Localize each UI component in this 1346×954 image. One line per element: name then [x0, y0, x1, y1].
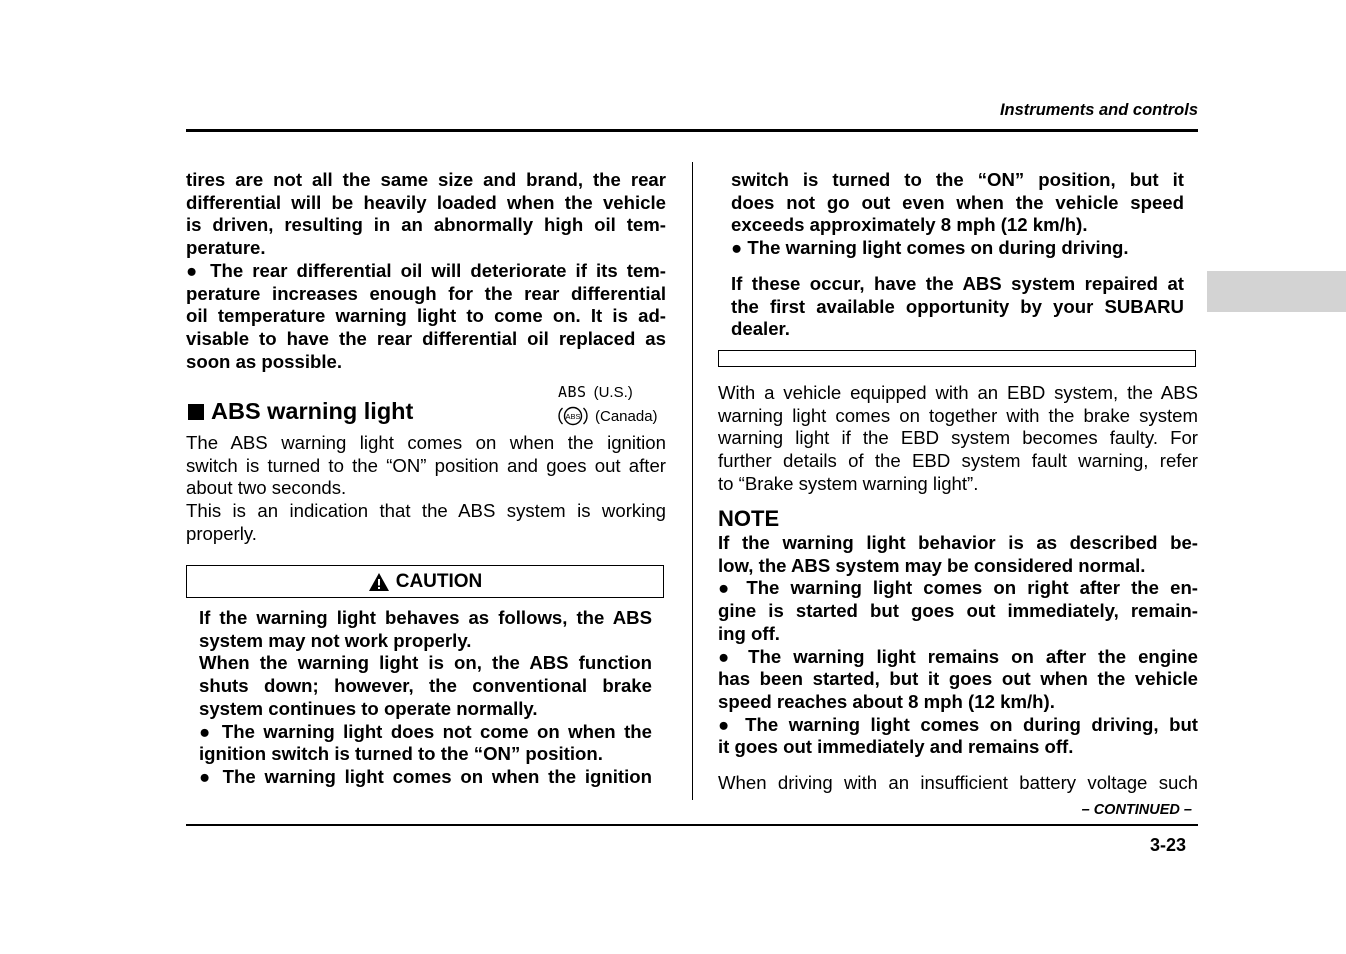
bullet-line: ● The rear differential oil will deteriorate if its tem-	[186, 259, 666, 281]
bottom-rule	[186, 824, 1198, 826]
text-line: does not go out even when the vehicle speed	[731, 191, 1184, 213]
text-line: it goes out immediately and remains off.	[718, 736, 1074, 758]
bullet-line: ● The warning light does not come on when the	[199, 720, 652, 742]
text-line: visable to have the rear differential oil replaced as	[186, 327, 666, 349]
left-top-text	[186, 169, 666, 373]
text-line: perature.	[186, 237, 266, 259]
bullet-line: ● The warning light comes on during driving.	[731, 237, 1129, 259]
text-line: is driven, resulting in an abnormally high oil tem-	[186, 214, 666, 236]
text-line: ing off.	[718, 622, 780, 644]
text-line: If these occur, have the ABS system repaired at	[731, 272, 1184, 294]
text-line: gine is started but goes out immediately, remain-	[718, 600, 1198, 622]
top-rule	[186, 129, 1198, 132]
note-heading: NOTE	[718, 506, 780, 531]
abs-circle-icon	[557, 404, 589, 428]
text-line: further details of the EBD system fault warning, refer	[718, 450, 1198, 472]
heading-text: ABS warning light	[211, 398, 414, 424]
text-line: oil temperature warning light to come on. It is ad-	[186, 305, 666, 327]
ebd-paragraph	[718, 382, 1198, 496]
text-line: perature increases enough for the rear differential	[186, 282, 666, 304]
caution-text	[199, 607, 652, 789]
note-text	[718, 532, 1198, 759]
bullet-line: ● The warning light comes on when the ignition	[199, 765, 652, 787]
text-line: When driving with an insufficient battery voltage such	[718, 772, 1198, 793]
bullet-line: ● The warning light comes on during driving, but	[718, 713, 1198, 735]
caution-box-bottom	[718, 350, 1196, 367]
abs-symbol-us	[558, 383, 633, 401]
symbol-label-us: (U.S.)	[593, 383, 633, 401]
text-line: The ABS warning light comes on when the ignition	[186, 432, 666, 453]
page-number: 3-23	[1150, 835, 1187, 855]
text-line: has been started, but it goes out when the vehicle	[718, 668, 1198, 690]
bullet-line: ● The warning light remains on after the engine	[718, 645, 1198, 667]
text-line: differential will be heavily loaded when the vehicle	[186, 191, 666, 213]
bullet-line: ● The warning light comes on right after the en-	[718, 577, 1198, 599]
header-title: Instruments and controls	[999, 101, 1198, 119]
text-line: about two seconds.	[186, 477, 347, 499]
section-heading	[188, 398, 413, 425]
text-line: to “Brake system warning light”.	[718, 472, 979, 494]
text-line: low, the ABS system may be considered normal.	[718, 554, 1146, 576]
abs-circle-text: ABS	[565, 411, 581, 421]
text-line: properly.	[186, 522, 257, 544]
column-divider	[692, 162, 693, 800]
text-line: With a vehicle equipped with an EBD system, the ABS	[718, 382, 1198, 403]
abs-text-icon: ABS	[558, 383, 587, 401]
text-line: When the warning light is on, the ABS function	[199, 652, 652, 674]
section-tab	[1207, 271, 1346, 312]
text-line: system may not work properly.	[199, 629, 472, 651]
text-line: exceeds approximately 8 mph (12 km/h).	[731, 214, 1088, 236]
text-line: If the warning light behaves as follows, the ABS	[199, 607, 652, 628]
continued-label: – CONTINUED –	[1081, 802, 1192, 818]
abs-description	[186, 432, 666, 546]
text-line: system continues to operate normally.	[199, 697, 538, 719]
caution-title: CAUTION	[395, 570, 483, 592]
text-line: the first available opportunity by your SUBARU	[731, 295, 1184, 317]
text-line: switch is turned to the “ON” position, but it	[731, 169, 1184, 190]
caution-box	[186, 565, 664, 598]
text-line: ignition switch is turned to the “ON” position.	[199, 743, 603, 765]
abs-symbol-canada	[557, 404, 658, 428]
text-line: soon as possible.	[186, 350, 343, 372]
battery-paragraph	[718, 772, 1198, 795]
caution-continued-text	[731, 169, 1184, 341]
text-line: warning light if the EBD system becomes faulty. For	[718, 427, 1198, 449]
text-line: shuts down; however, the conventional brake	[199, 675, 652, 697]
text-line: If the warning light behavior is as described be-	[718, 532, 1198, 553]
warning-triangle-icon	[368, 572, 390, 592]
symbol-label-canada: (Canada)	[595, 407, 658, 425]
text-line: warning light comes on together with the brake system	[718, 404, 1198, 426]
text-line: switch is turned to the “ON” position and goes out after	[186, 454, 666, 476]
text-line: tires are not all the same size and brand, the rear	[186, 169, 666, 190]
text-line: speed reaches about 8 mph (12 km/h).	[718, 690, 1055, 712]
square-bullet-icon	[188, 404, 204, 420]
text-line: dealer.	[731, 318, 790, 340]
text-line: This is an indication that the ABS system is working	[186, 500, 666, 522]
